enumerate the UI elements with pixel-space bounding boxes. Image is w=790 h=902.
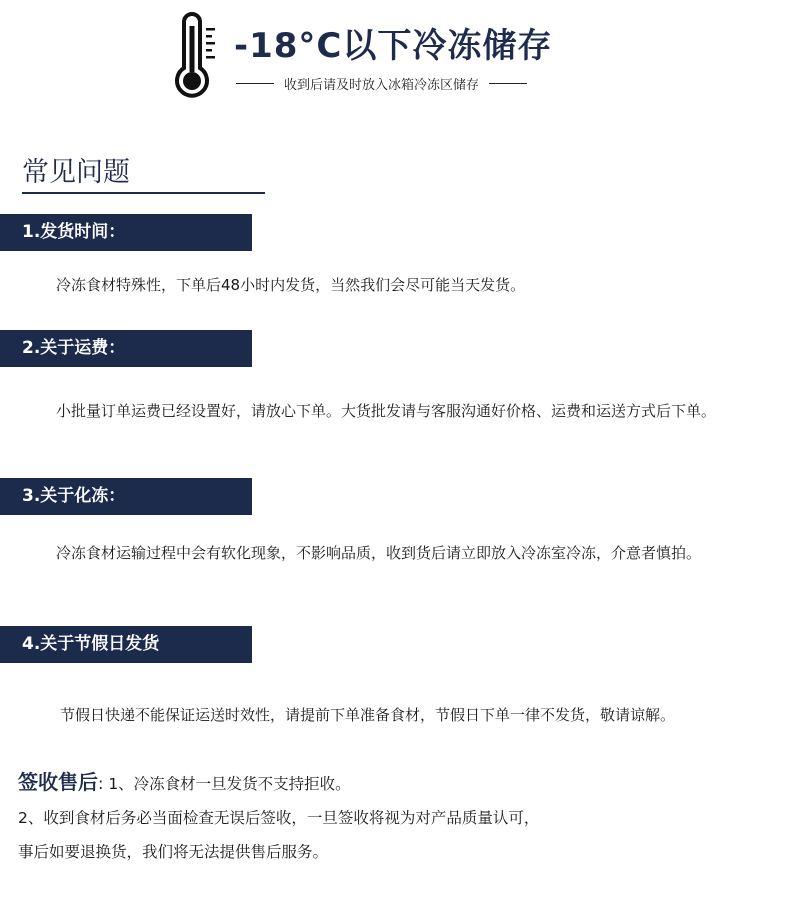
after-sale-line-3: 事后如要退换货，我们将无法提供售后服务。 [18,843,329,861]
thermometer-icon [170,12,226,102]
faq-answer-2: 小批量订单运费已经设置好，请放心下单。大货批发请与客服沟通好价格、运费和运送方式后下单。 [56,402,717,420]
faq-answer-4: 节假日快递不能保证运送时效性，请提前下单准备食材，节假日下单一律不发货，敬请谅解。 [60,706,676,724]
divider-line [489,83,527,84]
faq-answer-3: 冷冻食材运输过程中会有软化现象，不影响品质，收到货后请立即放入冷冻室冷冻，介意者慎拍。 [56,544,702,562]
after-sale-label: 签收售后 [18,770,98,794]
after-sale-line-1 [18,766,788,795]
storage-header [0,0,790,120]
after-sale-colon: : [98,774,104,793]
subtitle-row [236,74,527,93]
faq-title-underline [22,192,265,194]
faq-title: 常见问题 [22,157,130,188]
page-subtitle: 收到后请及时放入冰箱冷冻区储存 [284,78,480,93]
faq-question-2: 2.关于运费： [0,330,252,367]
faq-question-1: 1.发货时间： [0,214,252,251]
after-sale-text-1: 1、冷冻食材一旦发货不支持拒收。 [103,775,351,793]
faq-question-4: 4.关于节假日发货 [0,626,252,663]
page-title: -18°C以下冷冻储存 [234,26,553,66]
divider-line [236,83,274,84]
after-sale-line-2: 2、收到食材后务必当面检查无误后签收，一旦签收将视为对产品质量认可， [18,809,540,827]
faq-answer-1: 冷冻食材特殊性，下单后48小时内发货，当然我们会尽可能当天发货。 [56,276,526,294]
faq-question-3: 3.关于化冻： [0,478,252,515]
